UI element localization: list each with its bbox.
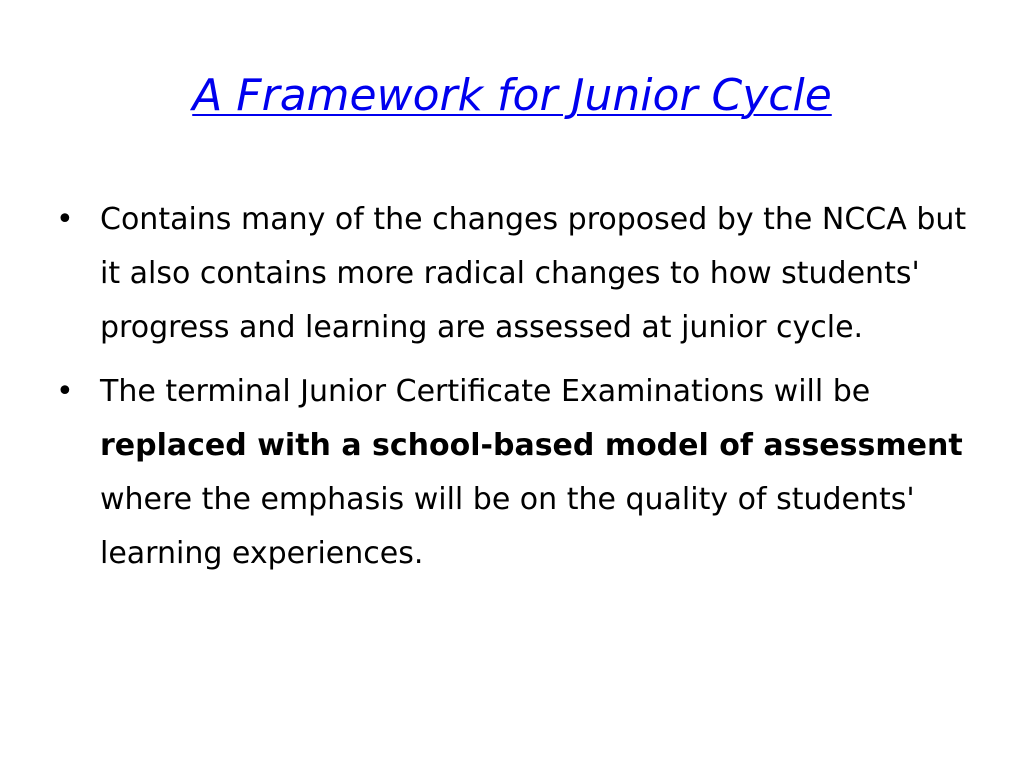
bullet-list <box>56 193 980 591</box>
slide-title <box>0 66 1024 126</box>
bullet-item-1 <box>56 193 980 355</box>
bullet-text: Contains many of the changes proposed by the NCCA but it also contains more radical changes to how students' progress and learning are assessed at junior cycle. <box>100 202 967 345</box>
bullet-item-2 <box>56 365 980 581</box>
bullet-icon: • <box>56 202 74 237</box>
bullet-text-before: The terminal Junior Certificate Examinations will be <box>100 374 871 409</box>
title-link[interactable]: A Framework for Junior Cycle <box>192 70 832 121</box>
bullet-text-after: where the emphasis will be on the quality of students' learning experiences. <box>100 482 915 571</box>
bullet-icon: • <box>56 374 74 409</box>
bullet-text-bold: replaced with a school-based model of assessment <box>100 428 963 463</box>
